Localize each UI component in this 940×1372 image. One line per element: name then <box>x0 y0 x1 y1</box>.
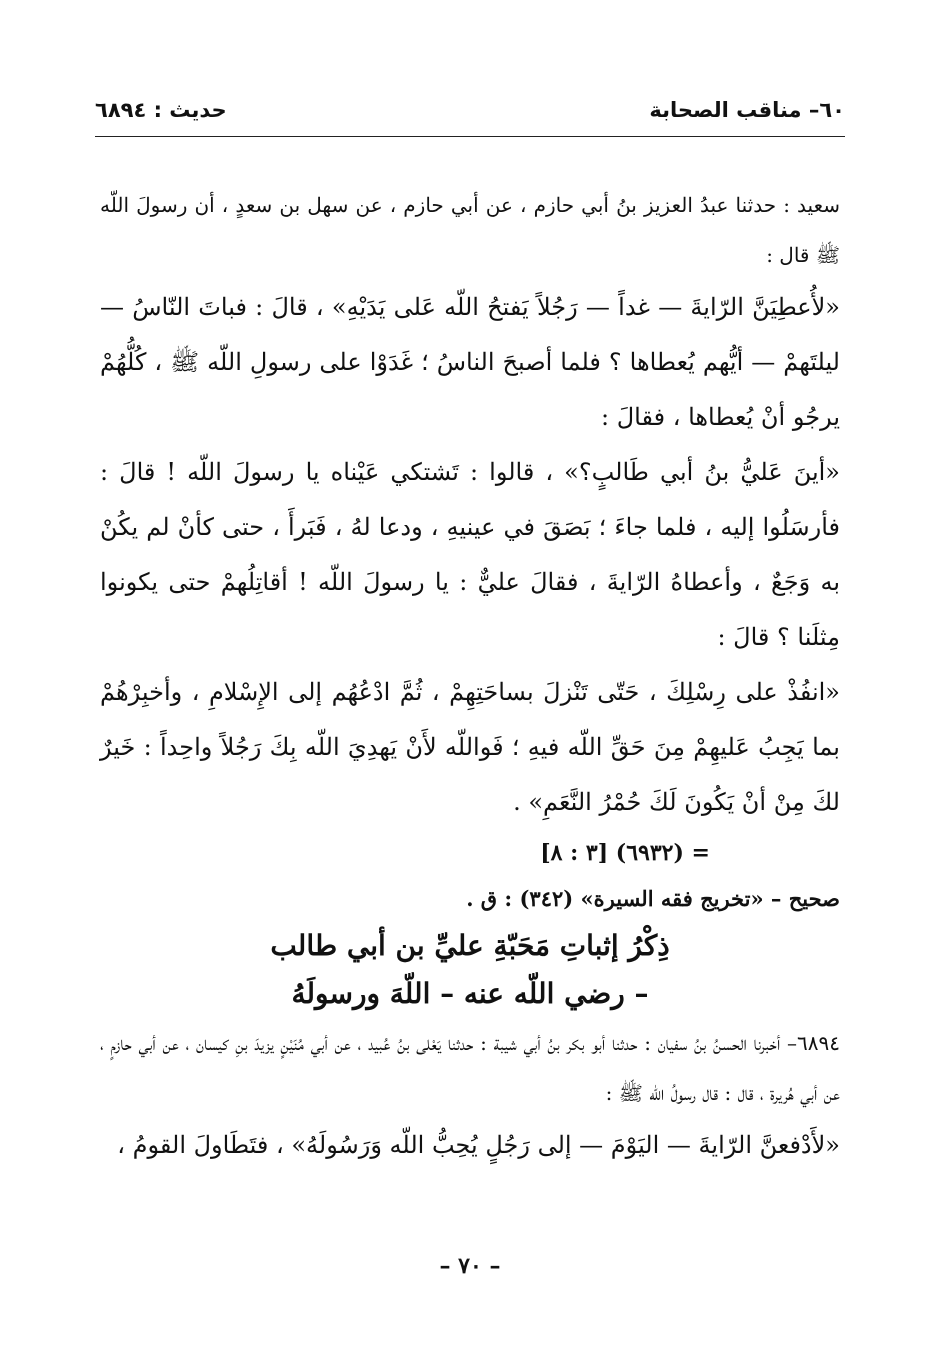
hadith-number: حديث : ٦٨٩٤ <box>95 98 227 122</box>
paragraph-isnad: سعيد : حدثنا عبدُ العزيز بنُ أبي حازم ، عن أبي حازم ، عن سهل بن سعدٍ ، أن رسولَ اللّه ﷺ قال : <box>100 193 840 267</box>
page-number: – ٧٠ – <box>439 1253 501 1279</box>
paragraph-hadith-1: «لأُعطِيَنَّ الرّايةَ — غداً — رَجُلاً يَفتحُ اللّه عَلى يَدَيْهِ» ، قالَ : فباتَ النّاسُ — ليلتَهمْ — أيُّهم يُعطاها ؟ فلما أصبحَ الناسُ ؛ غَدَوْا على رسولِ اللّه ﷺ ، كُلُّهُمْ يرجُو أنْ يُعطاها ، فقالَ : <box>100 293 840 431</box>
cross-reference: = (٦٩٣٢) [٣ : ٨] <box>540 840 710 866</box>
chapter-title: ٦٠– مناقب الصحابة <box>649 98 845 122</box>
hadith-grade: صحيح – «تخريج فقه السيرة» (٣٤٢) : ق . <box>466 886 840 911</box>
section-heading-line-2: – رضي اللّه عنه – اللّهَ ورسولَهُ <box>291 977 649 1010</box>
paragraph-hadith-2: «أينَ عَليُّ بنُ أبي طَالبٍ؟» ، قالوا : تَشتكي عَيْناه يا رسولَ اللّه ! قالَ : فأرسَلُوا إليه ، فلما جاءَ ؛ بَصَقَ في عينيهِ ، ودعا لهُ ، فَبَرأَ ، حتى كأنْ لم يكُنْ به وَجَعٌ ، وأعطاهُ الرّايةَ ، فقالَ عليٌّ : يا رسولَ اللّه ! أقاتِلُهمْ حتى يكونوا مِثلَنا ؟ قالَ : <box>100 458 841 651</box>
page-body <box>100 180 840 1173</box>
header-rule <box>95 136 845 137</box>
paragraph-isnad-2: ٦٨٩٤– أخبرنا الحسنُ بنُ سفيان : حدثنا أبو بكر بنُ أبي شيبة : حدثنا يَعْلى بنُ عُبيد ، عن أبي مُنَيْنٍ يزيدَ بنِ كيسان ، عن أبي حازمٍ ، عن أبي هُريرة ، قال : قال رسولُ اللّه ﷺ : <box>100 1031 840 1105</box>
paragraph-hadith-4: «لأَدْفعنَّ الرّايةَ — اليَوْمَ — إلى رَجُلٍ يُحِبُّ اللّه وَرَسُولَهُ» ، فتَطَاولَ القومُ ، <box>117 1131 840 1159</box>
paragraph-hadith-3: «انفُذْ على رِسْلِكَ ، حَتّى تَنْزلَ بساحَتِهِمْ ، ثُمَّ ادْعُهُم إلى الإِسْلامِ ، وأخبِرْهُمْ بما يَجِبُ عَليهِمْ مِنَ حَقِّ اللّه فيهِ ؛ فَواللّه لأَنْ يَهدِيَ اللّه بِكَ رَجُلاً واحِداً : خَيرٌ لكَ مِنْ أنْ يَكُونَ لَكَ حُمْرُ النَّعَمِ» . <box>100 678 840 816</box>
page-header <box>95 98 845 128</box>
section-heading-line-1: ذِكْرُ إثباتِ مَحَبّةِ عليِّ بن أبي طالب <box>270 929 670 962</box>
